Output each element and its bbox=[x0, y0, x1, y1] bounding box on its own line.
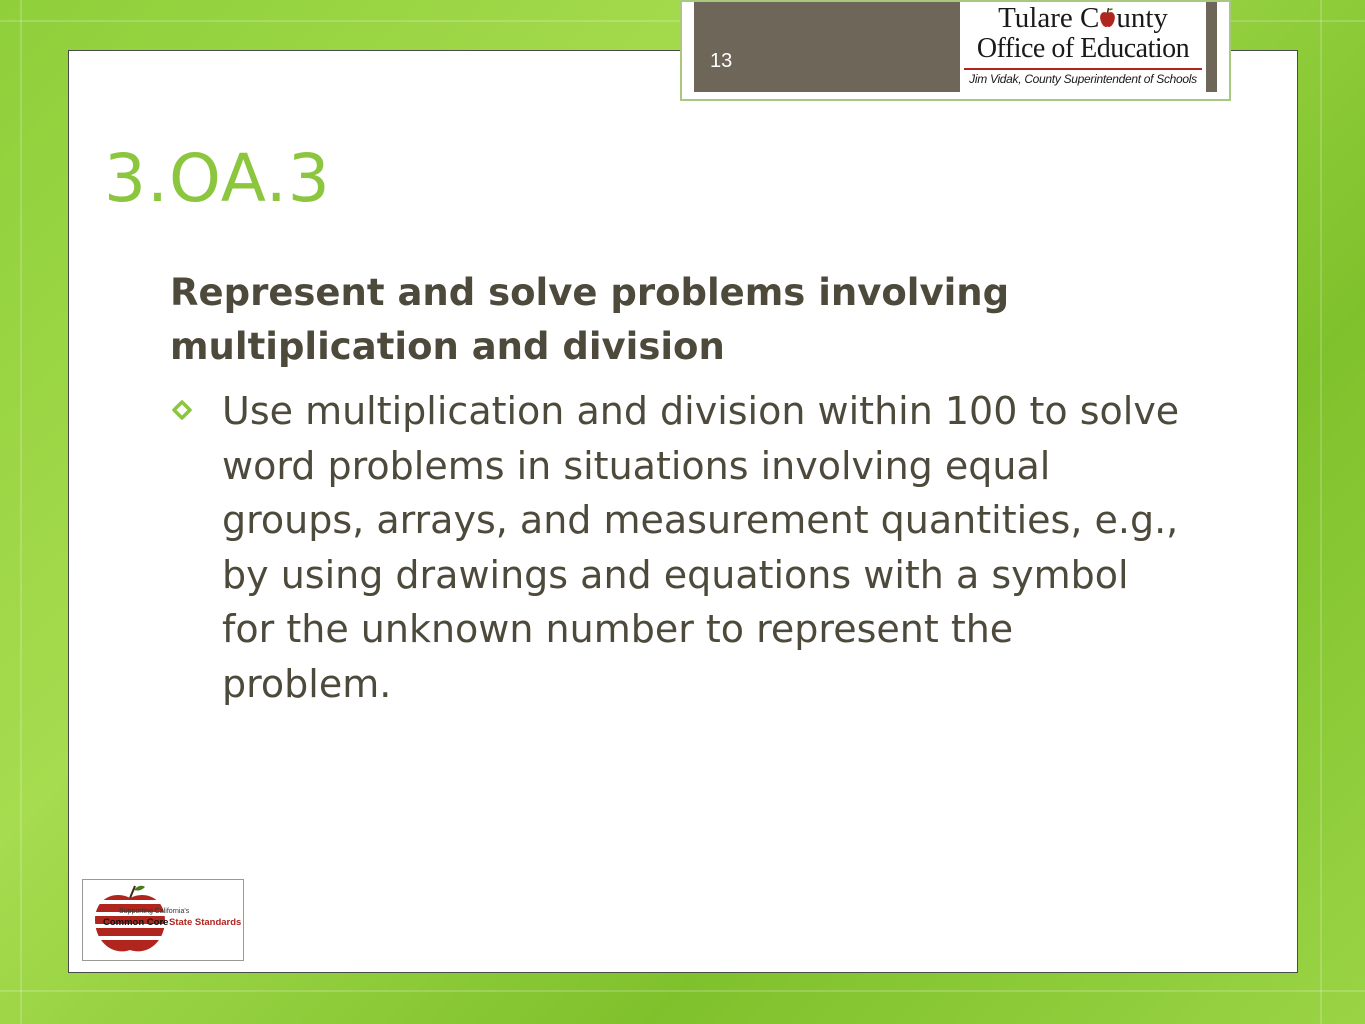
background-stripe bbox=[1320, 0, 1322, 1024]
background-stripe bbox=[20, 0, 22, 1024]
cc-logo-line-2a: Common Core bbox=[103, 917, 169, 928]
logo-line-3: Jim Vidak, County Superintendent of Schools bbox=[969, 72, 1197, 86]
common-core-logo bbox=[82, 879, 244, 961]
bullet-text: Use multiplication and division within 100 to solve word problems in situations involving equal groups, arrays, and measurement quantities, e.g., by using drawings and equations with a symbol for the unknown number to represent the problem. bbox=[222, 389, 1180, 706]
logo-line-2: Office of Education bbox=[976, 33, 1190, 64]
cc-logo-line-1: Supporting California's bbox=[119, 908, 190, 915]
slide-subtitle: Represent and solve problems involving multiplication and division bbox=[170, 271, 1010, 368]
header-box bbox=[680, 0, 1231, 101]
hollow-diamond-bullet-icon bbox=[172, 400, 192, 424]
header-bar bbox=[694, 2, 1217, 92]
background-stripe bbox=[0, 990, 1365, 992]
logo-divider bbox=[964, 68, 1202, 70]
slide-number: 13 bbox=[710, 50, 733, 72]
slide-title: 3.OA.3 bbox=[104, 140, 331, 217]
apple-logo-icon bbox=[83, 880, 243, 960]
logo-line-1: Tulare C unty bbox=[998, 2, 1168, 34]
county-office-logo bbox=[960, 2, 1206, 92]
cc-logo-line-2b: State Standards bbox=[169, 917, 242, 928]
apple-icon bbox=[1099, 2, 1116, 34]
